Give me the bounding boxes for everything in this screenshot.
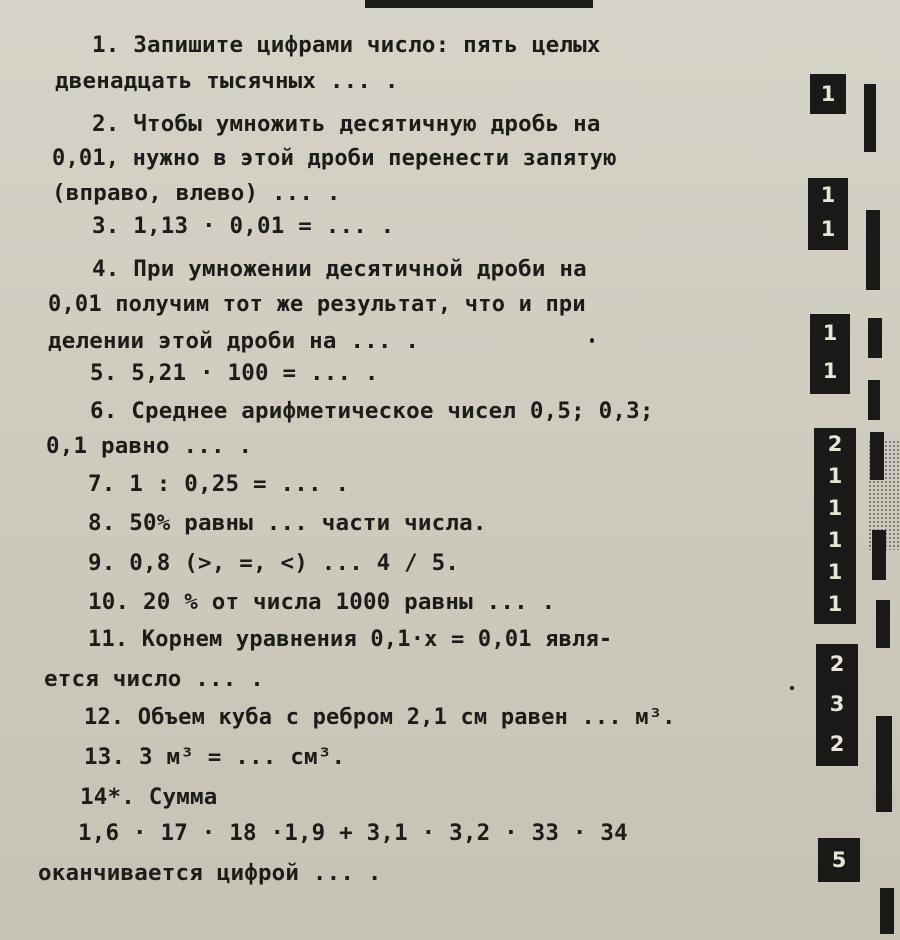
- question-2-line-3: (вправо, влево) ... .: [52, 180, 341, 206]
- edge-mark: [868, 380, 880, 420]
- score-badge: [810, 74, 846, 114]
- question-number: 6.: [90, 398, 118, 424]
- question-10: [88, 587, 555, 617]
- question-2-line-1: [92, 109, 601, 139]
- score-badge: [808, 178, 848, 250]
- question-number: 8.: [88, 510, 116, 536]
- score-digit: 1: [820, 183, 836, 207]
- question-4-line-1: [92, 254, 587, 284]
- score-digit: 2: [827, 432, 843, 456]
- question-number: 3.: [92, 213, 120, 239]
- edge-mark: [866, 210, 880, 290]
- question-13: [84, 742, 345, 772]
- question-text: 5,21 · 100 = ... .: [131, 360, 379, 386]
- question-text: Чтобы умножить десятичную дробь на: [133, 111, 601, 137]
- question-number: 12.: [84, 705, 125, 730]
- score-badge: [818, 838, 860, 882]
- score-digit: 1: [822, 321, 838, 345]
- question-number: 2.: [92, 111, 120, 137]
- question-text: 50% равны ... части числа.: [129, 510, 487, 536]
- ink-speck: [790, 686, 794, 690]
- question-11-line-2: ется число ... .: [44, 666, 264, 692]
- score-digit: 1: [820, 82, 836, 106]
- score-digit: 2: [829, 652, 845, 676]
- score-digit: 1: [827, 496, 843, 520]
- question-number: 10.: [88, 589, 130, 615]
- question-text: 3 м³ = ... см³.: [139, 744, 346, 770]
- question-text: 20 % от числа 1000 равны ... .: [143, 589, 556, 615]
- score-badge: [816, 644, 858, 766]
- question-3: [92, 211, 394, 241]
- score-badge: [814, 428, 856, 624]
- question-text: 0,8 (>, =, <) ... 4 / 5.: [129, 550, 460, 576]
- question-7: [88, 469, 349, 499]
- score-digit: 1: [827, 528, 843, 552]
- score-digit: 1: [827, 592, 843, 616]
- question-number: 11.: [88, 627, 129, 652]
- question-12: [84, 703, 676, 733]
- score-digit: 2: [829, 732, 845, 756]
- question-6-line-1: [90, 396, 654, 426]
- question-text: Сумма: [148, 784, 218, 810]
- score-digit: 1: [822, 359, 838, 383]
- question-number: 1.: [92, 32, 120, 58]
- score-digit: 3: [829, 692, 845, 716]
- question-4-line-3: делении этой дроби на ... .: [48, 328, 420, 354]
- question-number: 7.: [88, 471, 116, 497]
- question-14-line-2: 1,6 · 17 · 18 ·1,9 + 3,1 · 3,2 · 33 · 34: [78, 820, 628, 846]
- question-number: 5.: [90, 360, 118, 386]
- score-badge: [810, 314, 850, 394]
- question-14-line-3: оканчивается цифрой ... .: [38, 860, 382, 886]
- question-number: 4.: [92, 256, 120, 282]
- question-text: Среднее арифметическое чисел 0,5; 0,3;: [131, 398, 654, 424]
- question-text: Объем куба с ребром 2,1 см равен ... м³.: [137, 705, 676, 730]
- ink-speck: [590, 338, 594, 343]
- question-9: [88, 548, 459, 578]
- edge-mark: [864, 84, 876, 152]
- edge-mark: [876, 716, 892, 812]
- question-1-line-1: [92, 30, 601, 60]
- question-number: 9.: [88, 550, 116, 576]
- question-number: 13.: [84, 744, 126, 770]
- question-1-line-2: двенадцать тысячных ... .: [55, 68, 399, 94]
- question-text: 1 : 0,25 = ... .: [129, 471, 350, 497]
- question-8: [88, 508, 487, 538]
- score-digit: 5: [831, 848, 847, 872]
- edge-mark: [868, 318, 882, 358]
- question-text: Корнем уравнения 0,1·x = 0,01 явля-: [141, 627, 613, 652]
- question-11-line-1: [88, 625, 612, 655]
- score-digit: 1: [827, 560, 843, 584]
- question-5: [90, 358, 379, 388]
- edge-mark: [880, 888, 894, 934]
- question-2-line-2: 0,01, нужно в этой дроби перенести запятую: [52, 146, 617, 171]
- edge-mark: [876, 600, 890, 648]
- question-text: 1,13 · 0,01 = ... .: [133, 213, 395, 239]
- halftone-texture: [868, 440, 900, 550]
- question-14-line-1: [80, 782, 217, 812]
- question-text: При умножении десятичной дроби на: [133, 256, 587, 282]
- score-digit: 1: [820, 217, 836, 241]
- question-4-line-2: 0,01 получим тот же результат, что и при: [48, 292, 586, 317]
- question-text: Запишите цифрами число: пять целых: [133, 32, 601, 58]
- top-rule: [365, 0, 593, 8]
- question-6-line-2: 0,1 равно ... .: [46, 433, 253, 459]
- score-digit: 1: [827, 464, 843, 488]
- question-number: 14*.: [80, 784, 135, 810]
